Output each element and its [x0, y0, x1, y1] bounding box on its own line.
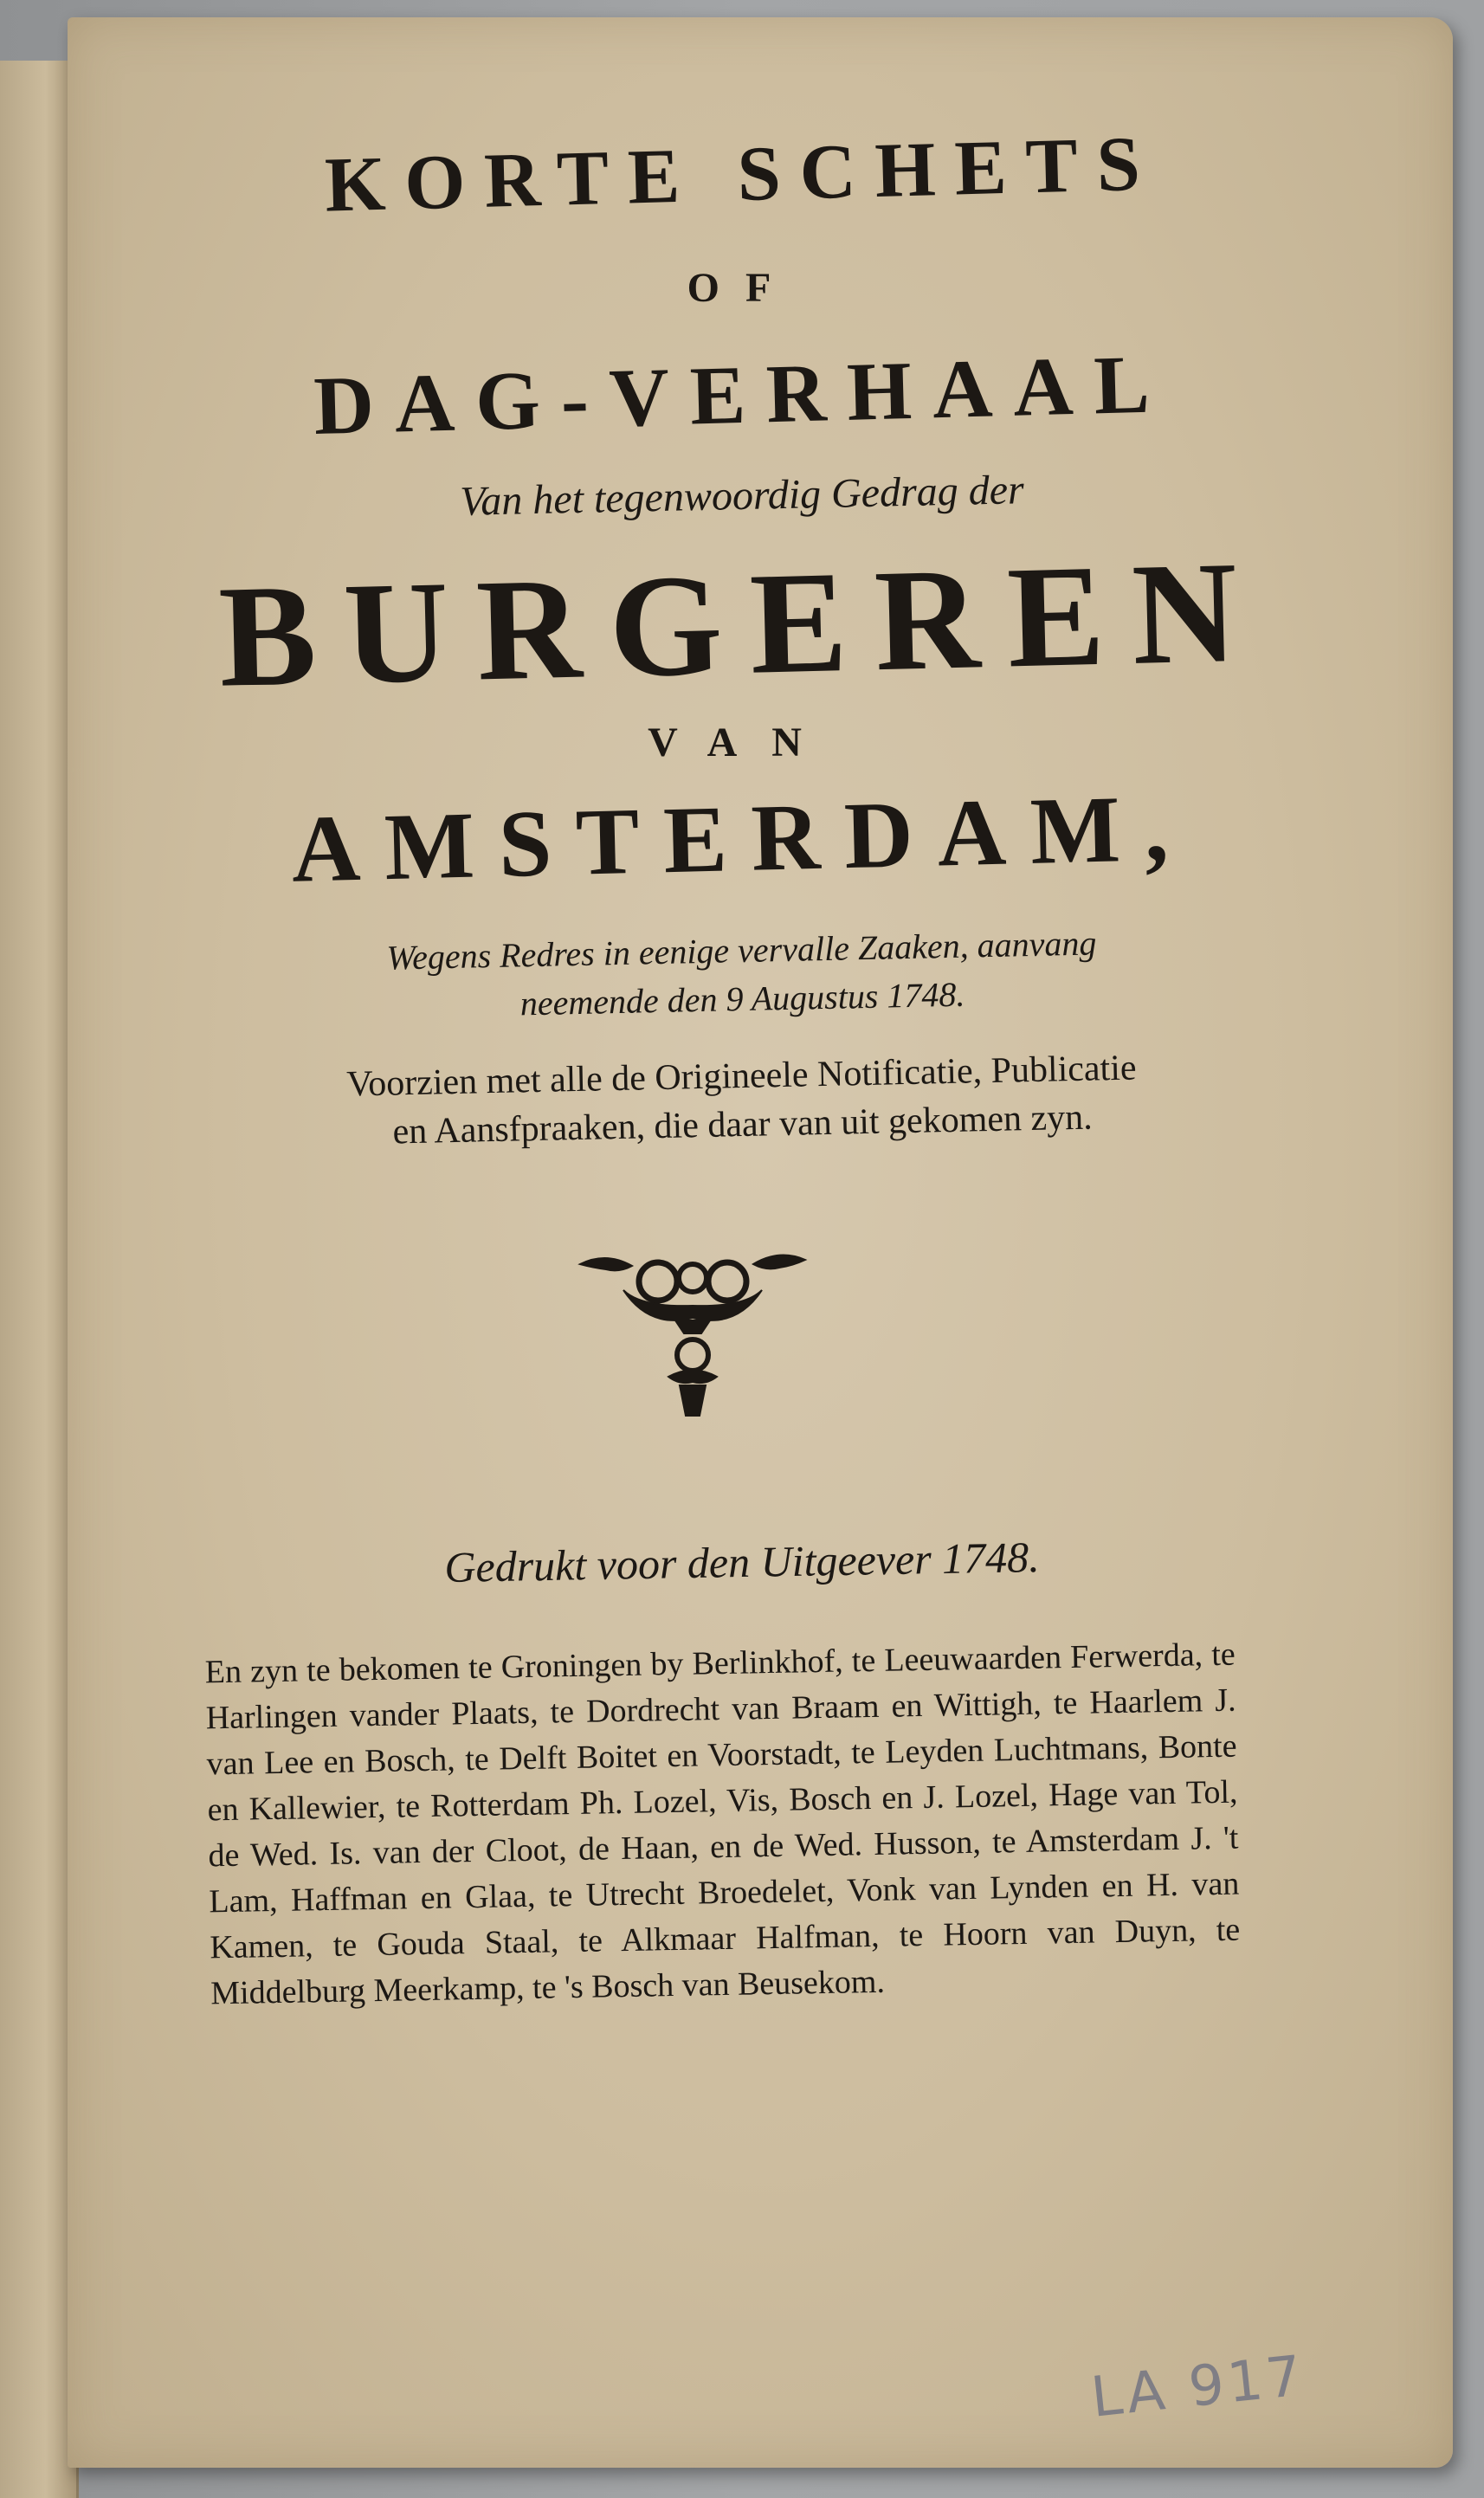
title-line-van: VAN: [648, 720, 836, 765]
title-line-dag-verhaal: DAG-VERHAAL: [313, 337, 1171, 452]
subtitle-line-2: neemende den 9 Augustus 1748.: [519, 974, 965, 1023]
description-line-1: Voorzien met alle de Origineele Notificatie, Publicatie: [345, 1048, 1137, 1105]
subtitle-line-1: Wegens Redres in eenige vervalle Zaaken, aanvang: [385, 923, 1097, 978]
title-line-of: OF: [687, 265, 797, 311]
booksellers-paragraph: En zyn te bekomen te Groningen by Berlinkhof, te Leeuwaarden Ferwerda, te Harlingen vander Plaats, te Dordrecht van Braam en Wittigh, te Haarlem J. van Lee en Bosch, te Delft Boitet en Voorstadt, te Leyden Luchtmans, Bonte en Kallewier, te Rotterdam Ph. Lozel, Vis, Bosch en J. Lozel, Hage van Tol, de Wed. Is. van der Cloot, de Haan, en de Wed. Husson, te Amsterdam J. 't Lam, Haffman en Glaa, te Utrecht Broedelet, Vonk van Lynden en H. van Kamen, te Gouda Staal, te Alkmaar Halfman, te Hoorn van Duyn, te Middelburg Meerkamp, te 's Bosch van Beusekom.: [204, 1636, 1241, 2012]
title-line-van-het: Van het tegenwoordig Gedrag der: [459, 467, 1025, 525]
title-line-korte-schets: KORTE SCHETS: [324, 120, 1160, 229]
title-line-burgeren: BURGEREN: [216, 531, 1268, 718]
title-line-amsterdam: AMSTERDAM,: [290, 774, 1194, 902]
printers-ornament-icon: [571, 1247, 814, 1429]
imprint-line: Gedrukt voor den Uitgeever 1748.: [443, 1533, 1041, 1591]
handwritten-shelfmark: LA 917: [1087, 2344, 1308, 2430]
description-line-2: en Aansfpraaken, die daar van uit gekomen zyn.: [392, 1097, 1094, 1152]
